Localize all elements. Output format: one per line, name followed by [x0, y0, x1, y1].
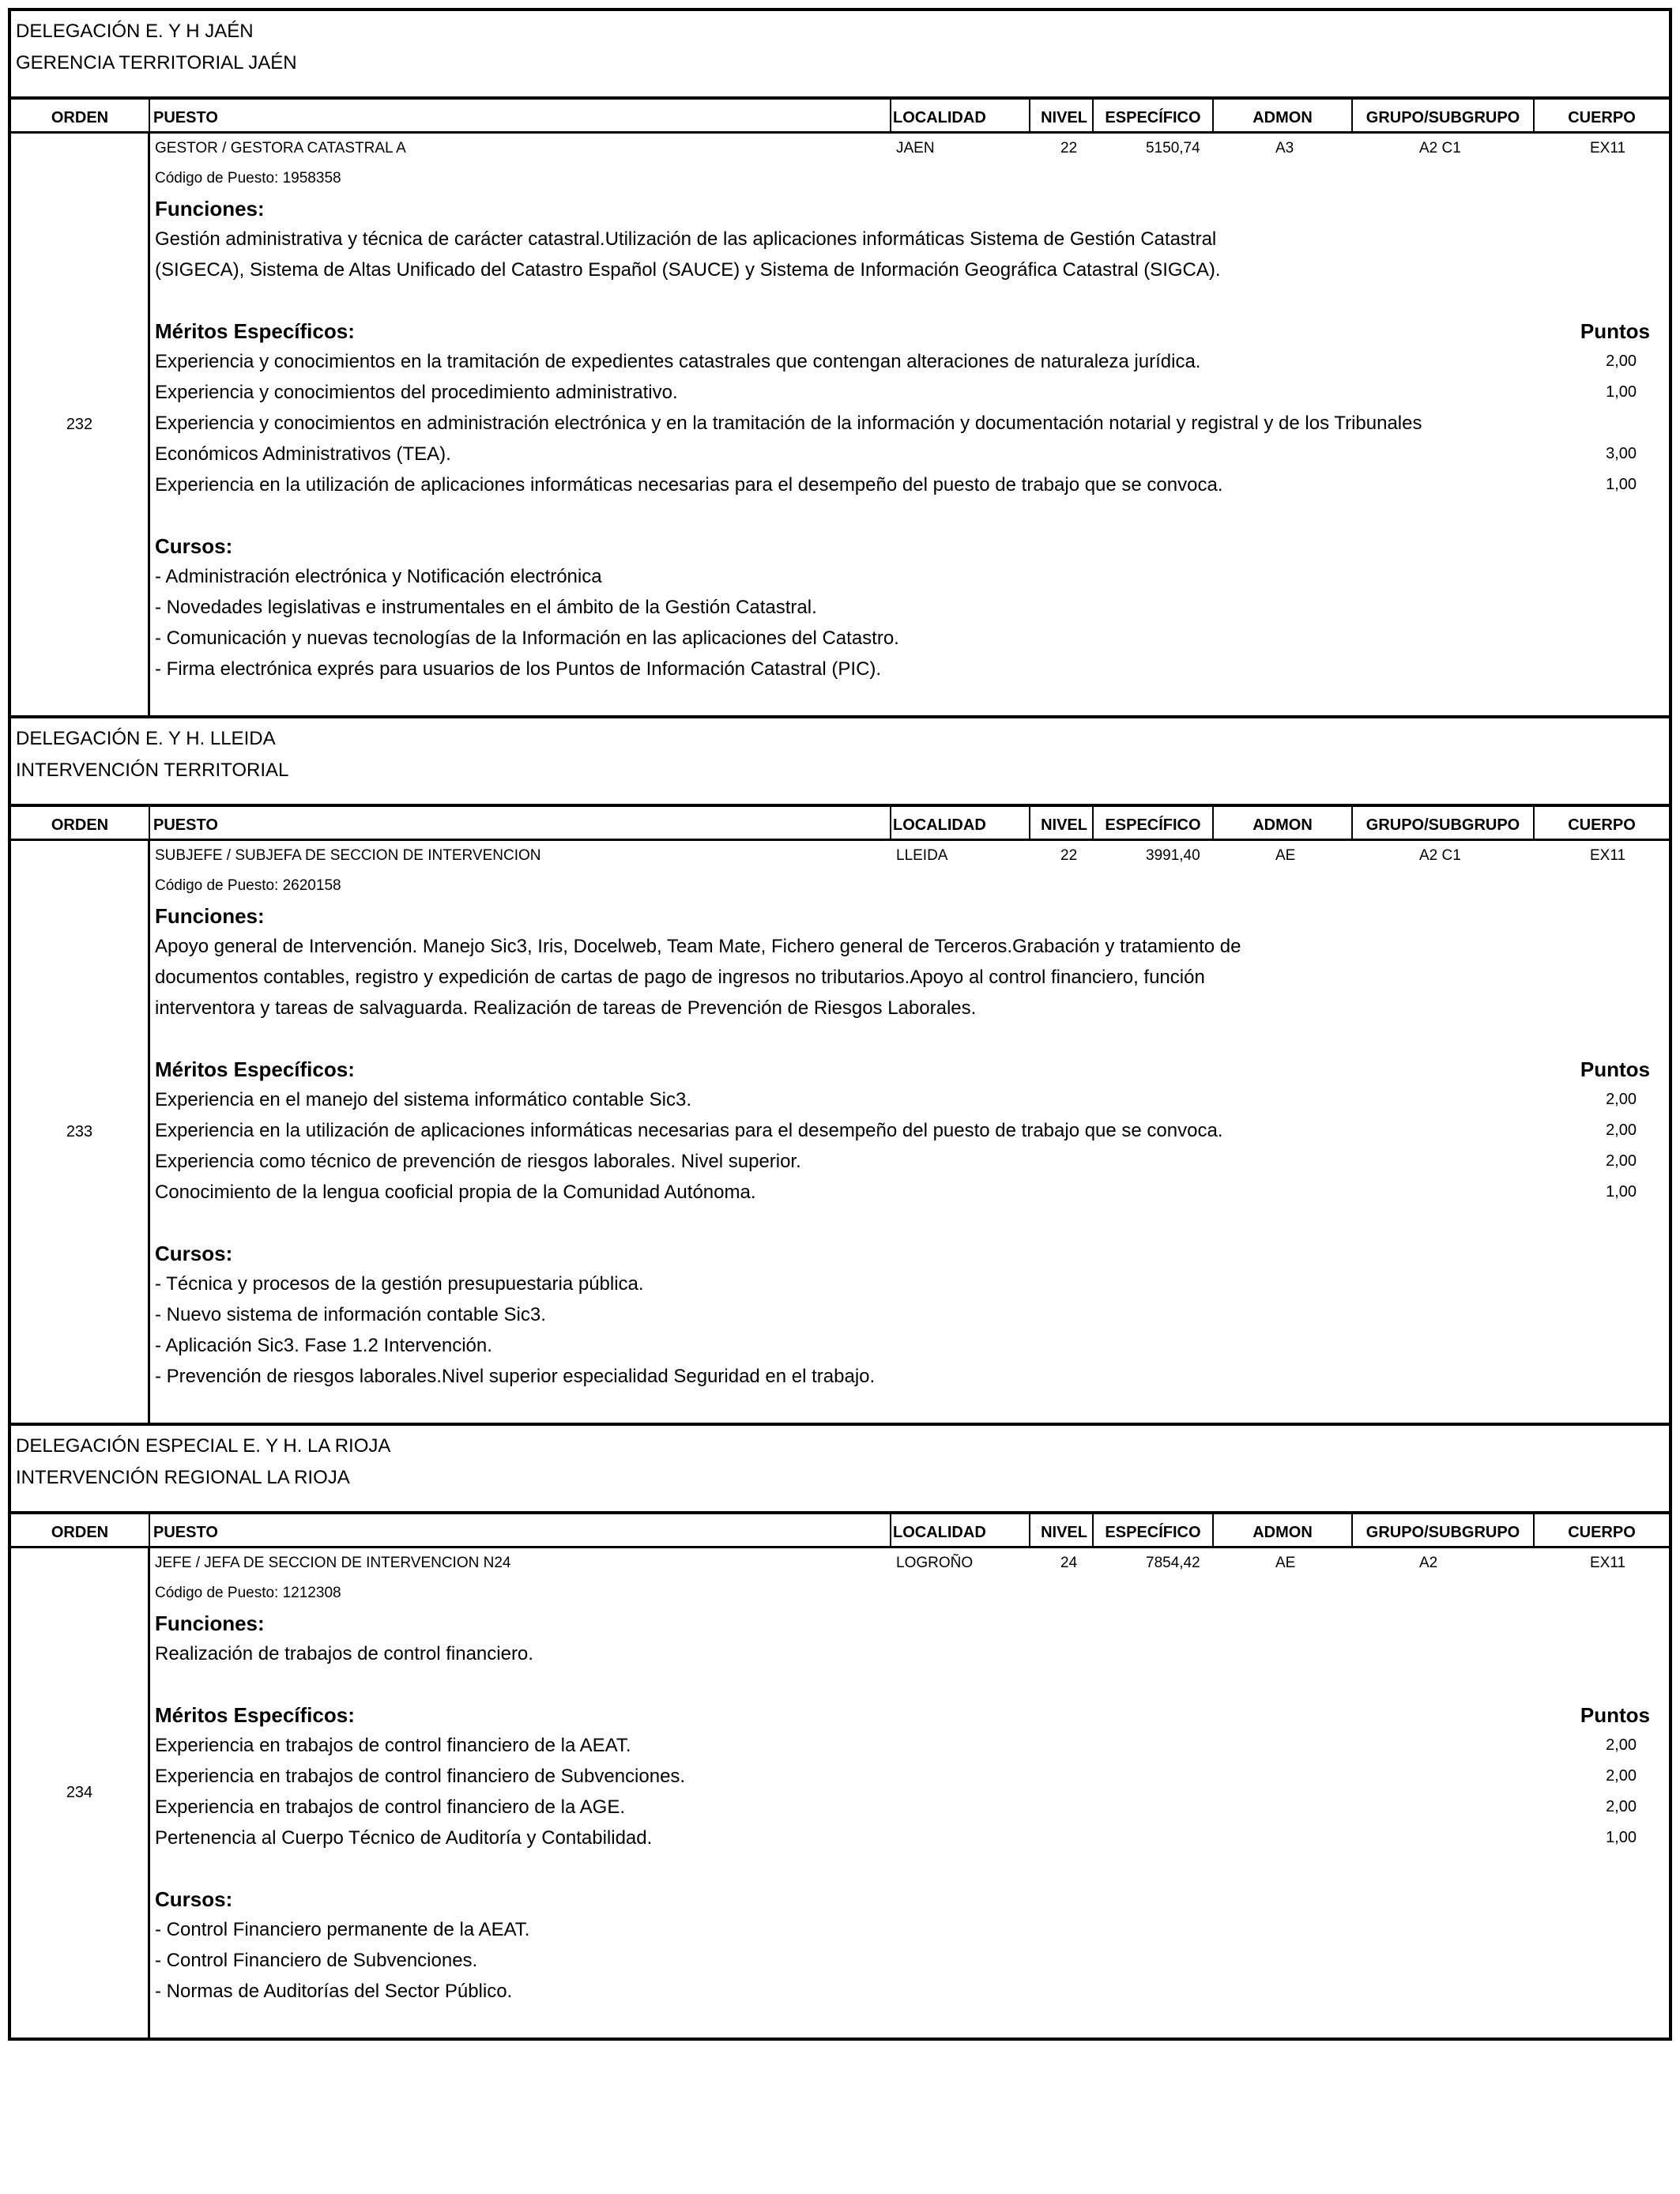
- merit-points: 2,00: [1606, 1152, 1637, 1170]
- funciones-line: Realización de trabajos de control financiero.: [155, 1643, 533, 1664]
- column-header-puesto: PUESTO: [150, 100, 891, 131]
- job-corps: EX11: [1590, 140, 1626, 156]
- funciones-label: Funciones:: [155, 1612, 265, 1635]
- merit-text: Experiencia y conocimientos en administración electrónica y en la tramitación de la información y documentación notarial y registral y de los Tribunales Económicos Administrativos (TEA).: [155, 413, 1422, 465]
- job-group: A2: [1419, 1555, 1438, 1571]
- merit-points: 1,00: [1606, 1829, 1637, 1846]
- merit-row: [150, 408, 1669, 469]
- document: [8, 8, 1672, 2041]
- merit-row: [150, 1792, 1669, 1823]
- job-summary-row: [150, 134, 1669, 164]
- merit-text: Experiencia en trabajos de control financiero de la AEAT.: [155, 1735, 631, 1756]
- job-specific-pay: 7854,42: [1146, 1555, 1200, 1571]
- column-header-orden: ORDEN: [11, 1514, 150, 1546]
- job-body: [11, 841, 1669, 1423]
- merit-points: 2,00: [1606, 352, 1637, 370]
- job-body: [11, 1548, 1669, 2038]
- merit-row: [150, 1146, 1669, 1177]
- column-header-localidad: LOCALIDAD: [891, 1514, 1030, 1546]
- merit-row: [150, 1730, 1669, 1761]
- spacer: [150, 1853, 1669, 1884]
- merit-points: 1,00: [1606, 476, 1637, 493]
- merit-text: Experiencia como técnico de prevención de riesgos laborales. Nivel superior.: [155, 1151, 801, 1172]
- department-name: DELEGACIÓN E. Y H. LLEIDA: [16, 728, 276, 749]
- merit-points: 2,00: [1606, 1767, 1637, 1785]
- job-specific-pay: 3991,40: [1146, 847, 1200, 864]
- job-corps: EX11: [1590, 1555, 1626, 1571]
- job-admon: AE: [1275, 1555, 1296, 1571]
- merit-points: 3,00: [1606, 445, 1637, 462]
- merit-text: Experiencia y conocimientos en la tramitación de expedientes catastrales que contengan alteraciones de naturaleza jurídica.: [155, 351, 1201, 372]
- puntos-label: Puntos: [1580, 1703, 1650, 1727]
- meritos-label: Méritos Específicos:: [155, 1057, 355, 1081]
- department-name: DELEGACIÓN E. Y H JAÉN: [16, 21, 254, 42]
- curso-item: - Control Financiero permanente de la AEAT.: [155, 1919, 530, 1940]
- column-header-grupo: GRUPO/SUBGRUPO: [1353, 1514, 1535, 1546]
- funciones-line: documentos contables, registro y expedición de cartas de pago de ingresos no tributarios.Apoyo al control financiero, función: [155, 967, 1205, 988]
- job-title: JEFE / JEFA DE SECCION DE INTERVENCION N24: [155, 1555, 511, 1571]
- meritos-label: Méritos Específicos:: [155, 1703, 355, 1727]
- cursos-label: Cursos:: [155, 1887, 233, 1911]
- job-level: 22: [1060, 140, 1078, 156]
- job-section: [8, 715, 1672, 1423]
- column-header-especifico: ESPECÍFICO: [1094, 1514, 1214, 1546]
- merit-text: Experiencia en trabajos de control financiero de Subvenciones.: [155, 1766, 686, 1787]
- merit-points: 2,00: [1606, 1736, 1637, 1754]
- merit-row: [150, 1823, 1669, 1853]
- column-header-grupo: GRUPO/SUBGRUPO: [1353, 100, 1535, 131]
- merit-row: [150, 469, 1669, 500]
- column-header-puesto: PUESTO: [150, 807, 891, 839]
- curso-item: - Normas de Auditorías del Sector Público.: [155, 1981, 513, 2002]
- column-header-row: [11, 100, 1669, 134]
- merit-text: Experiencia en la utilización de aplicaciones informáticas necesarias para el desempeño del puesto de trabajo que se convoca.: [155, 1120, 1223, 1141]
- job-details: [150, 1548, 1669, 2038]
- merit-text: Experiencia en la utilización de aplicaciones informáticas necesarias para el desempeño del puesto de trabajo que se convoca.: [155, 474, 1223, 496]
- curso-item: - Administración electrónica y Notificación electrónica: [155, 566, 602, 587]
- orden-number: 234: [11, 1548, 150, 2038]
- job-admon: AE: [1275, 847, 1296, 864]
- spacer: [150, 1023, 1669, 1054]
- cursos-label: Cursos:: [155, 534, 233, 558]
- merit-points: 1,00: [1606, 383, 1637, 401]
- job-locality: LOGROÑO: [896, 1555, 974, 1571]
- puntos-label: Puntos: [1580, 1057, 1650, 1081]
- curso-item: - Aplicación Sic3. Fase 1.2 Intervención.: [155, 1335, 492, 1356]
- column-header-localidad: LOCALIDAD: [891, 100, 1030, 131]
- spacer: [150, 285, 1669, 316]
- job-admon: A3: [1275, 140, 1294, 156]
- department-header: [11, 718, 1669, 807]
- merit-text: Pertenencia al Cuerpo Técnico de Auditoría y Contabilidad.: [155, 1827, 653, 1849]
- funciones-line: Apoyo general de Intervención. Manejo Sic3, Iris, Docelweb, Team Mate, Fichero general de Terceros.Grabación y tratamiento de: [155, 936, 1241, 957]
- job-level: 22: [1060, 847, 1078, 864]
- curso-item: - Control Financiero de Subvenciones.: [155, 1950, 478, 1971]
- merit-points: 2,00: [1606, 1091, 1637, 1108]
- job-group: A2 C1: [1419, 140, 1461, 156]
- column-header-nivel: NIVEL: [1030, 807, 1094, 839]
- spacer: [150, 684, 1669, 715]
- department-name: DELEGACIÓN ESPECIAL E. Y H. LA RIOJA: [16, 1435, 391, 1457]
- office-name: INTERVENCIÓN TERRITORIAL: [16, 760, 289, 781]
- merit-points: 1,00: [1606, 1183, 1637, 1201]
- merit-row: [150, 1177, 1669, 1208]
- meritos-label-row: [150, 316, 1669, 346]
- column-header-especifico: ESPECÍFICO: [1094, 807, 1214, 839]
- office-name: GERENCIA TERRITORIAL JAÉN: [16, 52, 297, 74]
- merit-text: Conocimiento de la lengua cooficial propia de la Comunidad Autónoma.: [155, 1182, 756, 1203]
- funciones-line: interventora y tareas de salvaguarda. Realización de tareas de Prevención de Riesgos Laborales.: [155, 997, 977, 1019]
- job-details: [150, 841, 1669, 1423]
- spacer: [150, 500, 1669, 531]
- curso-item: - Prevención de riesgos laborales.Nivel superior especialidad Seguridad en el trabajo.: [155, 1366, 876, 1387]
- column-header-row: [11, 807, 1669, 841]
- department-header: [11, 1426, 1669, 1514]
- spacer: [150, 1669, 1669, 1700]
- column-header-orden: ORDEN: [11, 100, 150, 131]
- puntos-label: Puntos: [1580, 319, 1650, 343]
- meritos-label-row: [150, 1700, 1669, 1730]
- merit-row: [150, 1115, 1669, 1146]
- column-header-admon: ADMON: [1214, 100, 1353, 131]
- job-specific-pay: 5150,74: [1146, 140, 1200, 156]
- funciones-line: Gestión administrativa y técnica de carácter catastral.Utilización de las aplicaciones informáticas Sistema de Gestión Catastral: [155, 228, 1217, 250]
- job-title: GESTOR / GESTORA CATASTRAL A: [155, 140, 406, 156]
- column-header-puesto: PUESTO: [150, 1514, 891, 1546]
- job-locality: LLEIDA: [896, 847, 948, 864]
- spacer: [150, 2007, 1669, 2038]
- orden-number: 233: [11, 841, 150, 1423]
- curso-item: - Técnica y procesos de la gestión presupuestaria pública.: [155, 1273, 644, 1295]
- job-summary-row: [150, 1548, 1669, 1578]
- column-header-nivel: NIVEL: [1030, 100, 1094, 131]
- curso-item: - Novedades legislativas e instrumentales en el ámbito de la Gestión Catastral.: [155, 597, 817, 618]
- job-section: [8, 1423, 1672, 2041]
- column-header-localidad: LOCALIDAD: [891, 807, 1030, 839]
- merit-points: 2,00: [1606, 1122, 1637, 1139]
- job-summary-row: [150, 841, 1669, 871]
- column-header-orden: ORDEN: [11, 807, 150, 839]
- funciones-label: Funciones:: [155, 904, 265, 928]
- spacer: [150, 1208, 1669, 1238]
- funciones-line: (SIGECA), Sistema de Altas Unificado del Catastro Español (SAUCE) y Sistema de Información Geográfica Catastral (SIGCA).: [155, 259, 1221, 281]
- column-header-cuerpo: CUERPO: [1568, 816, 1636, 834]
- meritos-label: Méritos Específicos:: [155, 319, 355, 343]
- job-locality: JAEN: [896, 140, 935, 156]
- column-header-cuerpo: CUERPO: [1568, 108, 1636, 126]
- job-title: SUBJEFE / SUBJEFA DE SECCION DE INTERVENCION: [155, 847, 541, 864]
- office-name: INTERVENCIÓN REGIONAL LA RIOJA: [16, 1467, 350, 1488]
- job-code: Código de Puesto: 1212308: [155, 1585, 341, 1601]
- column-header-nivel: NIVEL: [1030, 1514, 1094, 1546]
- column-header-row: [11, 1514, 1669, 1548]
- orden-number: 232: [11, 134, 150, 715]
- job-section: [8, 8, 1672, 715]
- job-corps: EX11: [1590, 847, 1626, 864]
- job-code: Código de Puesto: 2620158: [155, 877, 341, 894]
- department-header: [11, 11, 1669, 100]
- column-header-especifico: ESPECÍFICO: [1094, 100, 1214, 131]
- merit-row: [150, 346, 1669, 377]
- merit-text: Experiencia en trabajos de control financiero de la AGE.: [155, 1796, 626, 1818]
- cursos-label: Cursos:: [155, 1242, 233, 1265]
- merit-points: 2,00: [1606, 1798, 1637, 1815]
- column-header-grupo: GRUPO/SUBGRUPO: [1353, 807, 1535, 839]
- job-details: [150, 134, 1669, 715]
- job-body: [11, 134, 1669, 715]
- meritos-label-row: [150, 1054, 1669, 1084]
- column-header-cuerpo: CUERPO: [1568, 1523, 1636, 1541]
- merit-text: Experiencia en el manejo del sistema informático contable Sic3.: [155, 1089, 692, 1110]
- funciones-label: Funciones:: [155, 197, 265, 221]
- spacer: [150, 1392, 1669, 1423]
- merit-row: [150, 1084, 1669, 1115]
- merit-row: [150, 377, 1669, 408]
- column-header-admon: ADMON: [1214, 807, 1353, 839]
- job-code: Código de Puesto: 1958358: [155, 170, 341, 187]
- job-group: A2 C1: [1419, 847, 1461, 864]
- curso-item: - Nuevo sistema de información contable Sic3.: [155, 1304, 546, 1325]
- column-header-admon: ADMON: [1214, 1514, 1353, 1546]
- job-level: 24: [1060, 1555, 1078, 1571]
- merit-text: Experiencia y conocimientos del procedimiento administrativo.: [155, 382, 678, 403]
- curso-item: - Comunicación y nuevas tecnologías de la Información en las aplicaciones del Catastro.: [155, 628, 899, 649]
- merit-row: [150, 1761, 1669, 1792]
- curso-item: - Firma electrónica exprés para usuarios de los Puntos de Información Catastral (PIC).: [155, 658, 882, 680]
